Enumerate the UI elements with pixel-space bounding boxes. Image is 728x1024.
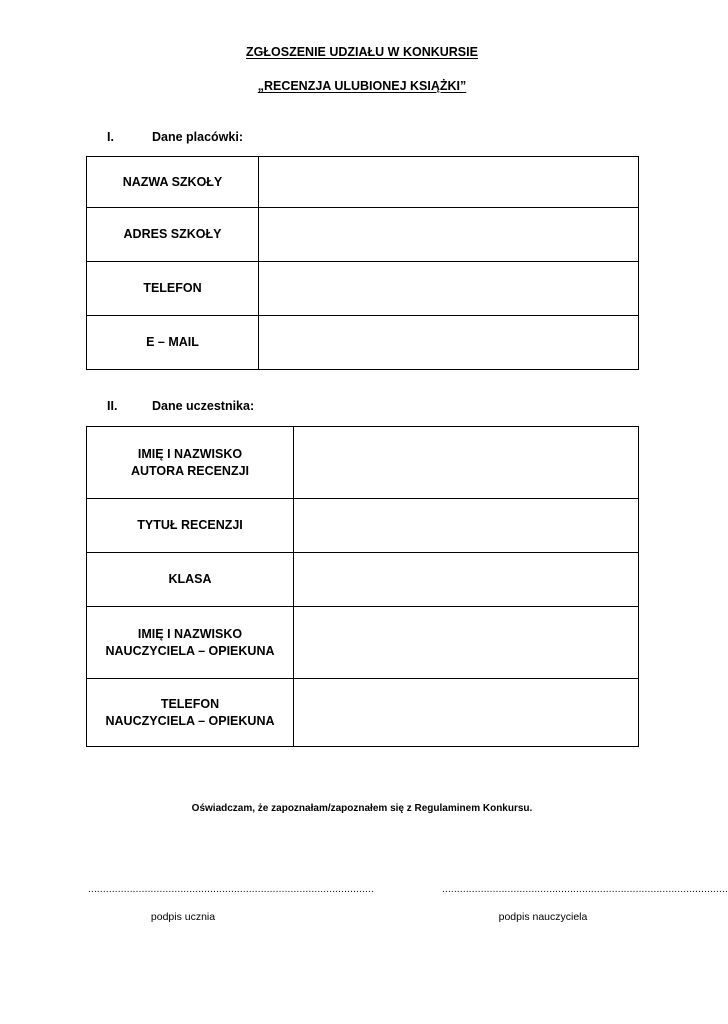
section-heading-institution: [107, 129, 243, 145]
field-value-teacher-phone[interactable]: [294, 679, 639, 747]
section-title: Dane uczestnika:: [152, 399, 255, 413]
field-value-class[interactable]: [294, 553, 639, 607]
table-row: [87, 679, 639, 747]
declaration-text: Oświadczam, że zapoznałam/zapoznałem się z Regulaminem Konkursu.: [191, 803, 533, 814]
label-line: IMIĘ I NAZWISKO: [137, 446, 243, 461]
field-value-school-address[interactable]: [259, 208, 639, 262]
field-label-school-name: NAZWA SZKOŁY: [87, 157, 259, 208]
teacher-signature-label: podpis nauczyciela: [498, 911, 588, 923]
institution-table: [86, 156, 639, 370]
field-label-author-name: [87, 427, 294, 499]
student-signature-label: podpis ucznia: [150, 911, 216, 923]
label-line: NAUCZYCIELA – OPIEKUNA: [105, 643, 275, 658]
student-signature-line: ................................................................................................: [88, 884, 374, 895]
form-title: [0, 44, 724, 60]
field-label-email: E – MAIL: [87, 316, 259, 370]
field-value-phone[interactable]: [259, 262, 639, 316]
field-value-author-name[interactable]: [294, 427, 639, 499]
label-line: NAUCZYCIELA – OPIEKUNA: [105, 713, 275, 728]
table-row: [87, 607, 639, 679]
field-label-teacher-name: [87, 607, 294, 679]
table-row: [87, 316, 639, 370]
table-row: [87, 157, 639, 208]
table-row: [87, 208, 639, 262]
field-label-review-title: [87, 499, 294, 553]
field-label-phone: TELEFON: [87, 262, 259, 316]
table-row: [87, 262, 639, 316]
label-line: IMIĘ I NAZWISKO: [137, 626, 243, 641]
field-value-school-name[interactable]: [259, 157, 639, 208]
field-label-teacher-phone: [87, 679, 294, 747]
section-number: I.: [107, 130, 114, 144]
section-number: II.: [107, 399, 118, 413]
teacher-signature-line: ................................................................................................: [442, 884, 728, 895]
field-label-class: [87, 553, 294, 607]
participant-table: [86, 426, 639, 747]
section-title: Dane placówki:: [152, 130, 243, 144]
form-subtitle: [0, 78, 724, 94]
field-label-school-address: ADRES SZKOŁY: [87, 208, 259, 262]
label-line: TYTUŁ RECENZJI: [137, 518, 243, 532]
label-line: TELEFON: [160, 696, 220, 711]
section-heading-participant: [107, 398, 254, 414]
field-value-review-title[interactable]: [294, 499, 639, 553]
table-row: [87, 427, 639, 499]
label-line: KLASA: [168, 572, 212, 586]
label-line: AUTORA RECENZJI: [130, 463, 250, 478]
form-title-text: ZGŁOSZENIE UDZIAŁU W KONKURSIE: [246, 45, 478, 59]
table-row: [87, 499, 639, 553]
table-row: [87, 553, 639, 607]
form-subtitle-text: „RECENZJA ULUBIONEJ KSIĄŻKI”: [257, 79, 467, 93]
field-value-email[interactable]: [259, 316, 639, 370]
field-value-teacher-name[interactable]: [294, 607, 639, 679]
